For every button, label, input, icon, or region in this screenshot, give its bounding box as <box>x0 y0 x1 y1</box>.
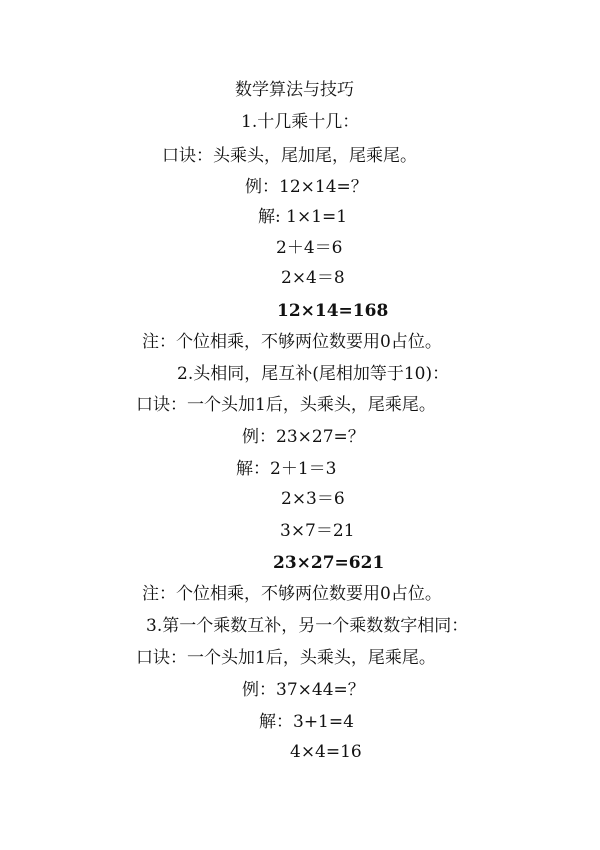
section-2-result: 23×27=621 <box>273 553 385 573</box>
section-2-solution-label: 解：2＋1＝3 <box>236 459 337 479</box>
section-2-note: 注：个位相乘，不够两位数要用0占位。 <box>142 584 442 604</box>
section-1-mnemonic: 口诀：头乘头，尾加尾，尾乘尾。 <box>162 146 417 166</box>
section-1-solution-label: 解: 1×1=1 <box>258 207 348 227</box>
section-2-heading: 2.头相同，尾互补(尾相加等于10)： <box>177 364 450 384</box>
section-2-example: 例：23×27=？ <box>242 427 365 447</box>
section-3-step-1: 4×4=16 <box>290 742 362 762</box>
section-2-step-2: 3×7＝21 <box>280 521 355 541</box>
section-1-step-1: 2＋4＝6 <box>276 238 343 258</box>
section-2-mnemonic: 口诀：一个头加1后，头乘头，尾乘尾。 <box>136 395 436 415</box>
section-1-step-2: 2×4＝8 <box>281 268 345 288</box>
section-3-heading: 3.第一个乘数互补，另一个乘数数字相同： <box>146 616 469 636</box>
section-3-solution-label: 解：3+1=4 <box>259 712 354 732</box>
section-1-note: 注：个位相乘，不够两位数要用0占位。 <box>142 332 442 352</box>
page-title: 数学算法与技巧 <box>235 80 354 100</box>
section-3-mnemonic: 口诀：一个头加1后，头乘头，尾乘尾。 <box>136 648 436 668</box>
section-1-example: 例：12×14=？ <box>245 177 368 197</box>
section-1-result: 12×14=168 <box>277 301 389 321</box>
section-1-heading: 1.十几乘十几： <box>241 112 360 132</box>
section-2-step-1: 2×3＝6 <box>281 489 345 509</box>
section-3-example: 例：37×44=？ <box>242 680 365 700</box>
